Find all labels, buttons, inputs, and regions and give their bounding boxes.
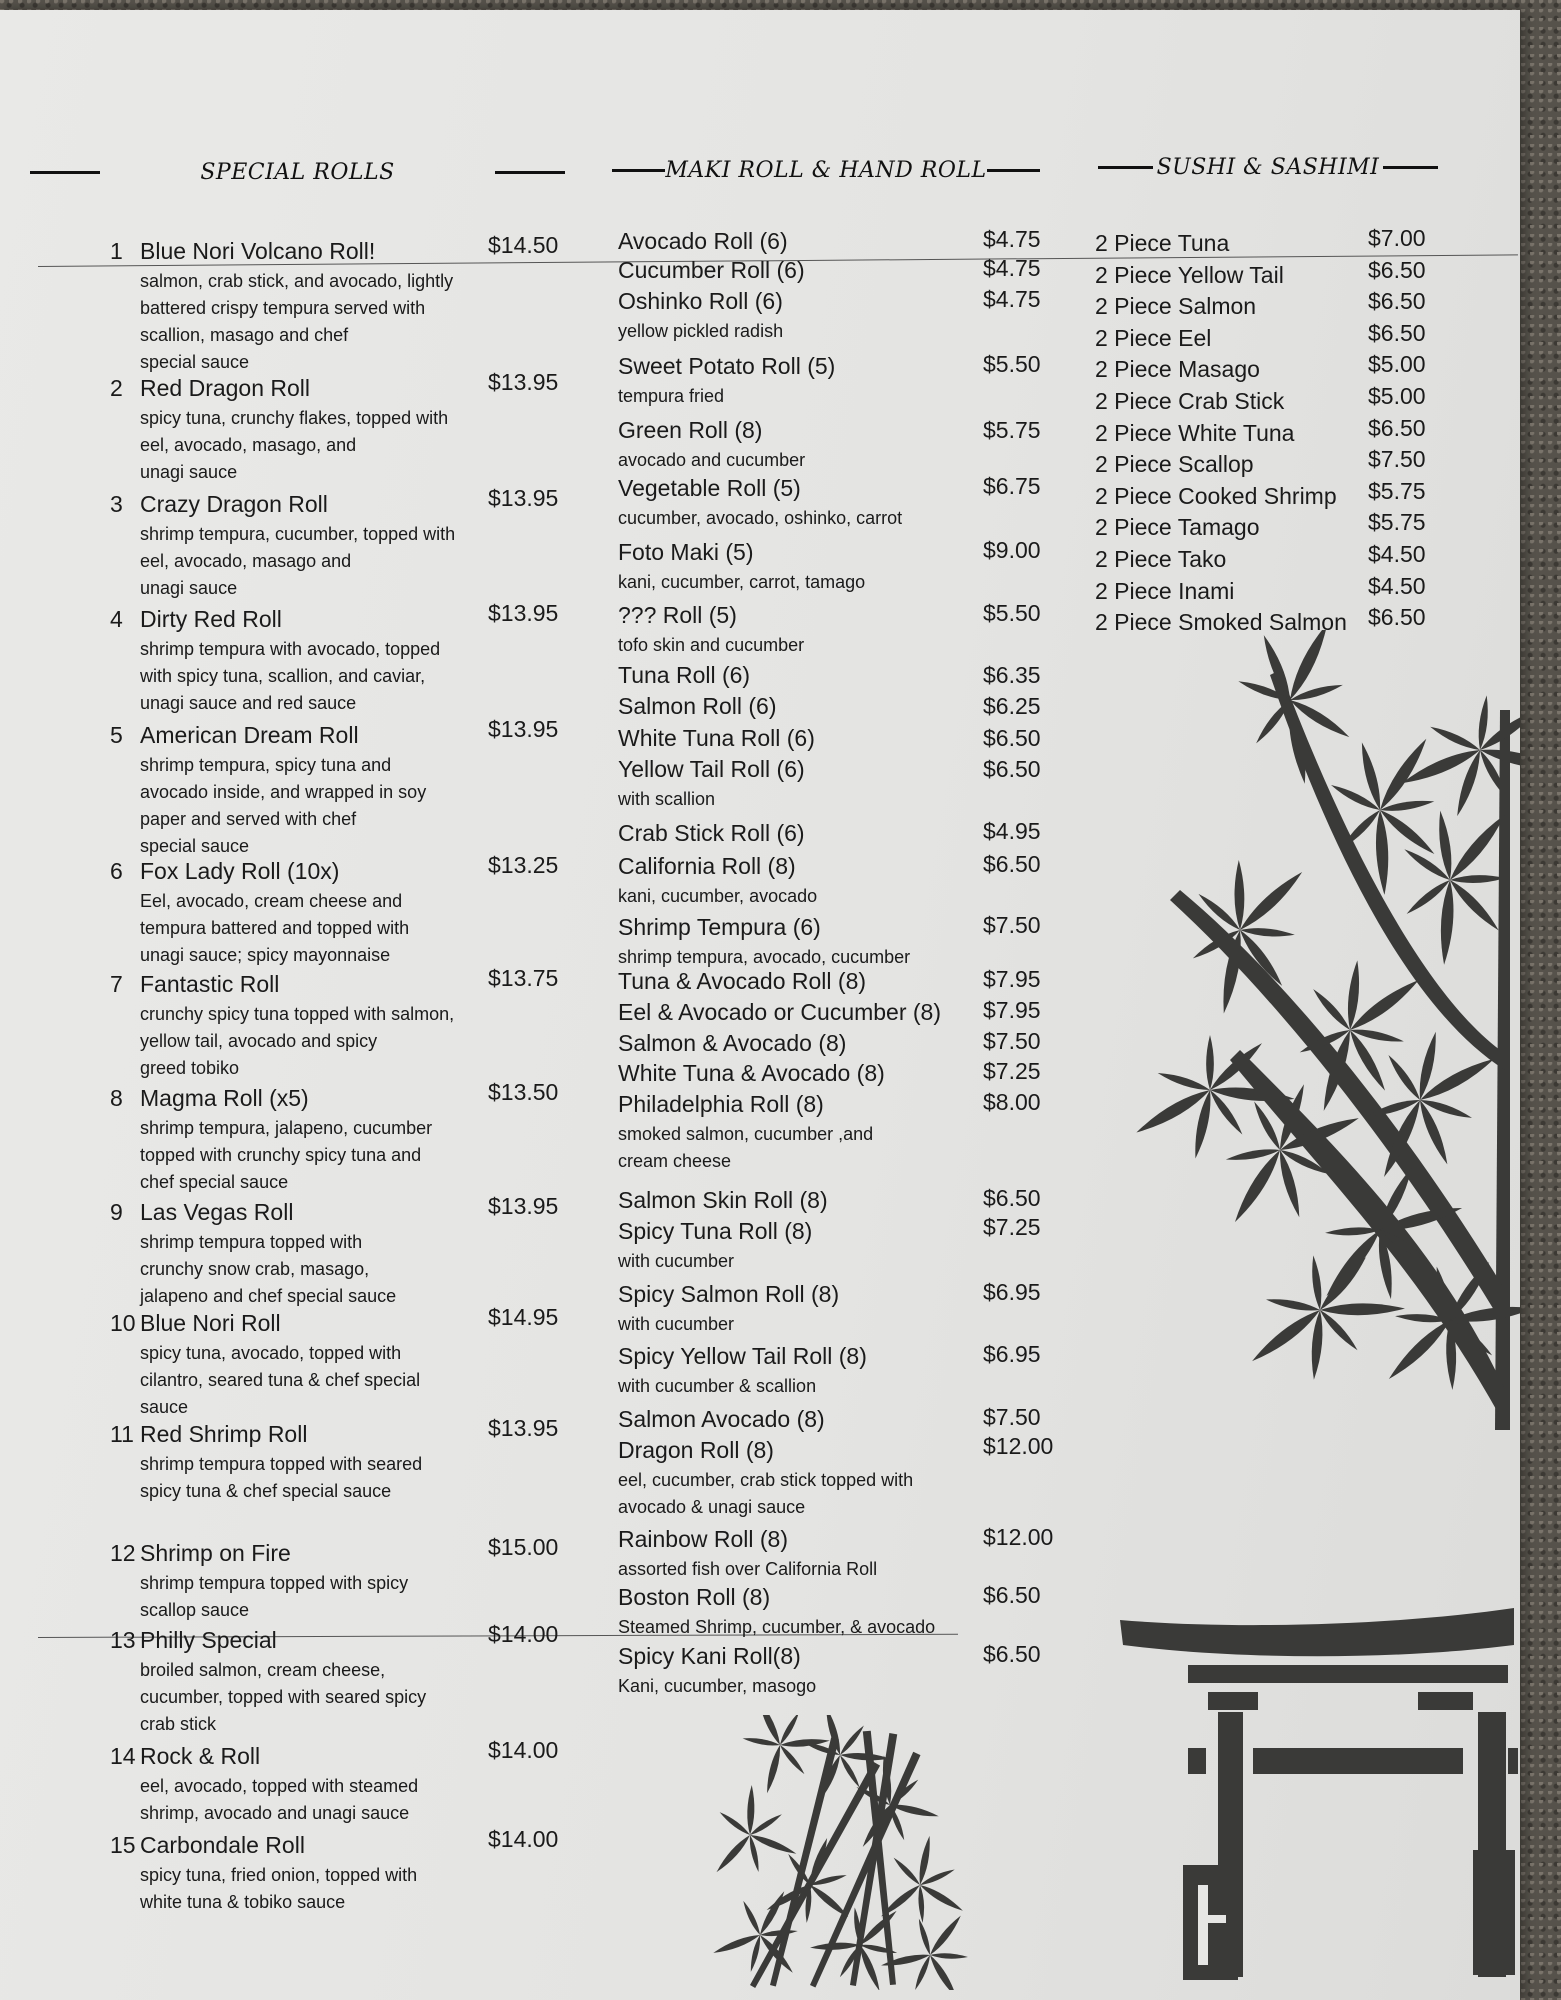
item-price: $7.95 — [983, 966, 1041, 992]
item-description: shrimp tempura with avocado, topped with spicy tuna, scallion, and caviar, unagi sauce and red sauce — [140, 639, 441, 713]
item-number: 3 — [110, 491, 123, 517]
item-description: shrimp tempura, jalapeno, cucumber topped with crunchy spicy tuna and chef special sauce — [140, 1118, 433, 1192]
item-name: Magma Roll (x5) — [140, 1085, 309, 1111]
item-price: $9.00 — [983, 537, 1041, 563]
item-description: assorted fish over California Roll — [618, 1559, 878, 1579]
item-price: $13.95 — [488, 600, 559, 626]
item-name: Red Dragon Roll — [140, 375, 311, 401]
item-name: Sweet Potato Roll (5) — [618, 353, 836, 379]
item-description: smoked salmon, cucumber ,and cream cheese — [618, 1124, 874, 1171]
item-name: Eel & Avocado or Cucumber (8) — [618, 999, 942, 1025]
item-name: Crab Stick Roll (6) — [618, 820, 805, 846]
bamboo-leaf — [918, 1882, 964, 1914]
bamboo-leaf — [747, 1785, 756, 1835]
item-number: 6 — [110, 858, 123, 884]
item-name: 2 Piece Scallop — [1095, 451, 1254, 478]
item-price: $7.25 — [983, 1214, 1041, 1240]
item-description: with cucumber — [618, 1314, 735, 1334]
item-price: $4.75 — [983, 255, 1041, 281]
item-name: Green Roll (8) — [618, 417, 763, 443]
bamboo-leaf — [916, 1918, 932, 1956]
heading-dash-right — [1383, 166, 1438, 169]
item-price: $13.95 — [488, 485, 559, 511]
item-price: $7.50 — [983, 912, 1041, 938]
item-name: ??? Roll (5) — [618, 602, 737, 628]
bamboo-leaf — [778, 1743, 807, 1776]
item-price: $7.95 — [983, 997, 1041, 1023]
item-description: crunchy spicy tuna topped with salmon, yellow tail, avocado and spicy greed tobiko — [140, 1004, 455, 1078]
item-price: $5.75 — [1368, 477, 1426, 504]
item-name: Vegetable Roll (5) — [618, 475, 801, 501]
bamboo-leaf — [1265, 1296, 1320, 1314]
item-price: $6.75 — [983, 473, 1041, 499]
item-name: Blue Nori Volcano Roll! — [140, 238, 376, 264]
item-name: California Roll (8) — [618, 853, 796, 879]
item-price: $6.50 — [983, 1582, 1041, 1608]
item-name: Fox Lady Roll (10x) — [140, 858, 340, 884]
item-description: with cucumber & scallion — [618, 1376, 817, 1396]
item-price: $4.95 — [983, 818, 1041, 844]
maki-roll-heading — [612, 158, 1040, 183]
item-description: Eel, avocado, cream cheese and tempura battered and topped with unagi sauce; spicy mayonnaise — [140, 891, 410, 965]
item-description: kani, cucumber, carrot, tamago — [618, 572, 866, 592]
sushi-sashimi-title: SUSHI & SASHIMI — [1156, 155, 1380, 180]
item-description: eel, cucumber, crab stick topped with avocado & unagi sauce — [618, 1470, 914, 1517]
bamboo-leaf — [1385, 1053, 1423, 1102]
item-description: cucumber, avocado, oshinko, carrot — [618, 508, 903, 528]
item-price: $5.00 — [1368, 383, 1426, 409]
item-price: $6.35 — [983, 662, 1041, 688]
item-description: shrimp tempura topped with spicy scallop sauce — [140, 1573, 409, 1620]
item-name: Carbondale Roll — [140, 1832, 305, 1858]
heading-dash-left — [612, 169, 665, 172]
heading-dash-right — [495, 171, 565, 174]
item-name: 2 Piece Cooked Shrimp — [1095, 482, 1337, 509]
item-name: Crazy Dragon Roll — [140, 491, 328, 517]
item-name: Oshinko Roll (6) — [618, 288, 783, 314]
bamboo-leaf — [917, 1885, 925, 1923]
item-name: Spicy Yellow Tail Roll (8) — [618, 1343, 867, 1369]
heading-dash-left — [30, 171, 100, 174]
item-description: shrimp tempura, avocado, cucumber — [618, 947, 911, 967]
item-price: $14.95 — [488, 1304, 559, 1330]
item-name: Boston Roll (8) — [618, 1584, 771, 1610]
item-price: $6.50 — [1368, 288, 1426, 315]
item-price: $12.00 — [983, 1433, 1054, 1459]
item-name: Cucumber Roll (6) — [618, 257, 805, 283]
item-name: American Dream Roll — [140, 722, 359, 748]
item-name: Yellow Tail Roll (6) — [618, 756, 805, 782]
heading-dash-right — [987, 169, 1040, 172]
item-price: $5.00 — [1368, 351, 1426, 378]
item-price: $15.00 — [488, 1534, 559, 1560]
item-description: with scallion — [618, 789, 716, 809]
bamboo-leaf — [1429, 723, 1482, 753]
item-name: Avocado Roll (6) — [618, 228, 788, 254]
bamboo-leaf — [1309, 1255, 1323, 1311]
item-price: $6.95 — [983, 1341, 1041, 1367]
item-price: $6.25 — [983, 693, 1041, 719]
item-name: 2 Piece Salmon — [1095, 293, 1257, 320]
item-description: tempura fried — [618, 386, 725, 406]
item-name: Fantastic Roll — [140, 971, 280, 997]
item-number: 2 — [110, 375, 123, 401]
item-name: Las Vegas Roll — [140, 1199, 294, 1225]
bamboo-leaf — [892, 1856, 922, 1887]
item-description: shrimp tempura, cucumber, topped with eel, avocado, masago and unagi sauce — [140, 524, 456, 598]
bamboo-leaf — [764, 1744, 784, 1794]
item-price: $4.50 — [1368, 541, 1426, 567]
item-name: Spicy Tuna Roll (8) — [618, 1218, 813, 1244]
item-number: 4 — [110, 606, 123, 632]
bamboo-leaf — [1206, 1035, 1214, 1090]
item-name: Blue Nori Roll — [140, 1310, 281, 1336]
bamboo-leaf — [927, 1913, 963, 1957]
item-price: $6.50 — [1368, 256, 1426, 283]
item-number: 15 — [110, 1832, 136, 1858]
item-number: 8 — [110, 1085, 123, 1111]
menu-sheet — [0, 10, 1520, 2000]
item-number: 12 — [110, 1540, 136, 1566]
bamboo-leaf — [808, 1882, 851, 1920]
item-name: Shrimp on Fire — [140, 1540, 291, 1566]
item-name: Salmon Skin Roll (8) — [618, 1187, 828, 1213]
item-description: spicy tuna, crunchy flakes, topped with eel, avocado, masago, and unagi sauce — [140, 408, 449, 482]
bamboo-leaf — [718, 1810, 752, 1837]
item-price: $7.50 — [983, 1028, 1041, 1054]
item-description: shrimp tempura topped with seared spicy tuna & chef special sauce — [140, 1454, 423, 1501]
item-name: Philly Special — [140, 1627, 277, 1653]
item-price: $13.75 — [488, 965, 559, 991]
item-price: $7.00 — [1368, 225, 1426, 251]
item-name: Salmon Roll (6) — [618, 693, 777, 719]
bamboo-leaf — [1385, 1316, 1454, 1384]
item-price: $6.50 — [983, 756, 1041, 782]
item-price: $6.50 — [1368, 414, 1426, 441]
item-price: $13.95 — [488, 369, 559, 395]
item-name: Dirty Red Roll — [140, 606, 282, 632]
item-price: $6.50 — [1368, 604, 1426, 631]
item-description: Kani, cucumber, masogo — [618, 1676, 817, 1696]
item-name: Tuna Roll (6) — [618, 662, 751, 688]
bamboo-leaf — [1374, 810, 1390, 896]
bamboo-leaf — [927, 1953, 959, 1990]
item-name: Shrimp Tempura (6) — [618, 914, 821, 940]
item-name: Red Shrimp Roll — [140, 1421, 308, 1447]
item-price: $5.75 — [1368, 509, 1426, 536]
item-name: Spicy Salmon Roll (8) — [618, 1281, 840, 1307]
item-description: spicy tuna, fried onion, topped with white tuna & tobiko sauce — [140, 1865, 418, 1912]
item-number: 11 — [110, 1421, 134, 1447]
item-price: $6.50 — [983, 1185, 1041, 1211]
bamboo-leaf — [741, 1900, 762, 1936]
item-price: $4.75 — [983, 286, 1041, 312]
item-name: Philadelphia Roll (8) — [618, 1091, 824, 1117]
item-price: $4.50 — [1368, 572, 1426, 599]
item-number: 14 — [110, 1743, 136, 1769]
item-number: 5 — [110, 722, 123, 748]
item-price: $12.00 — [983, 1524, 1054, 1550]
special-rolls-title: SPECIAL ROLLS — [200, 160, 395, 185]
bamboo-leaf — [1320, 1303, 1405, 1316]
item-description: kani, cucumber, avocado — [618, 886, 818, 906]
bamboo-leaf — [1446, 877, 1502, 934]
item-name: Foto Maki (5) — [618, 539, 754, 565]
item-price: $8.00 — [983, 1089, 1041, 1115]
item-price: $13.25 — [488, 852, 559, 878]
item-description: eel, avocado, topped with steamed shrimp, avocado and unagi sauce — [140, 1776, 419, 1823]
item-price: $13.95 — [488, 1193, 559, 1219]
item-description: tofo skin and cucumber — [618, 635, 805, 655]
item-number: 9 — [110, 1199, 123, 1225]
item-price: $4.75 — [983, 226, 1041, 252]
bamboo-leaf — [1234, 860, 1245, 930]
heading-dash-left — [1098, 166, 1153, 169]
item-description: spicy tuna, avocado, topped with cilantro, seared tuna & chef special sauce — [140, 1343, 421, 1417]
item-name: 2 Piece White Tuna — [1095, 419, 1295, 446]
maki-roll-title: MAKI ROLL & HAND ROLL — [665, 158, 987, 183]
item-name: 2 Piece Masago — [1095, 356, 1260, 383]
bamboo-leaf — [1322, 1226, 1385, 1300]
item-price: $5.50 — [983, 351, 1041, 377]
item-description: Steamed Shrimp, cucumber, & avocado — [618, 1617, 936, 1637]
item-name: Salmon & Avocado (8) — [618, 1030, 847, 1056]
item-name: 2 Piece Smoked Salmon — [1095, 609, 1347, 636]
item-name: Rock & Roll — [140, 1743, 261, 1769]
bamboo-leaf — [840, 1752, 890, 1762]
item-description: with cucumber — [618, 1251, 735, 1271]
item-name: White Tuna Roll (6) — [618, 725, 815, 751]
item-price: $6.50 — [983, 1641, 1041, 1667]
bamboo-icon — [1120, 630, 1520, 1430]
bamboo-leaf — [714, 1833, 753, 1875]
item-description: yellow pickled radish — [618, 321, 784, 341]
item-name: Rainbow Roll (8) — [618, 1526, 789, 1552]
item-price: $6.95 — [983, 1279, 1041, 1305]
item-price: $6.50 — [983, 725, 1041, 751]
item-name: Salmon Avocado (8) — [618, 1406, 825, 1432]
item-price: $14.00 — [488, 1826, 559, 1852]
item-name: Spicy Kani Roll(8) — [618, 1643, 801, 1669]
sushi-sashimi-heading — [1098, 155, 1438, 180]
item-number: 10 — [110, 1310, 136, 1336]
item-price: $6.50 — [983, 851, 1041, 877]
bamboo-leaf — [810, 1942, 860, 1952]
item-name: 2 Piece Yellow Tail — [1095, 261, 1284, 288]
item-price: $7.25 — [983, 1058, 1041, 1084]
item-description: shrimp tempura topped with crunchy snow crab, masago, jalapeno and chef special sauce — [140, 1232, 397, 1306]
item-price: $13.95 — [488, 1415, 559, 1441]
bamboo-leaf — [1157, 1069, 1212, 1093]
item-price: $13.95 — [488, 716, 559, 742]
item-name: 2 Piece Inami — [1095, 577, 1235, 604]
item-number: 7 — [110, 971, 123, 997]
bamboo-leaf — [1310, 987, 1353, 1033]
item-price: $14.50 — [488, 232, 559, 258]
item-description: shrimp tempura, spicy tuna and avocado inside, and wrapped in soy paper and served with chef special sauce — [140, 755, 427, 856]
item-price: $6.50 — [1368, 319, 1426, 346]
item-price: $7.50 — [1368, 446, 1426, 473]
bamboo-leaf — [1236, 868, 1306, 935]
bamboo-leaf — [838, 1724, 866, 1757]
bamboo-leaf — [1450, 874, 1505, 884]
item-price: $5.50 — [983, 600, 1041, 626]
item-description: salmon, crab stick, and avocado, lightly battered crispy tempura served with scallion, masago and chef special sauce — [140, 271, 454, 372]
torii-gate-icon — [1118, 1600, 1518, 1980]
item-price: $14.00 — [488, 1621, 559, 1647]
item-name: 2 Piece Tamago — [1095, 514, 1260, 541]
item-price: $14.00 — [488, 1737, 559, 1763]
bamboo-leaf — [1438, 880, 1456, 966]
item-name: 2 Piece Tako — [1095, 546, 1227, 572]
item-name: Dragon Roll (8) — [618, 1437, 774, 1463]
item-name: 2 Piece Eel — [1095, 324, 1212, 351]
bamboo-icon — [690, 1715, 1000, 1990]
item-number: 1 — [110, 238, 123, 264]
item-name: 2 Piece Crab Stick — [1095, 388, 1285, 414]
item-name: 2 Piece Tuna — [1095, 230, 1230, 256]
item-price: $7.50 — [983, 1404, 1041, 1430]
item-price: $13.50 — [488, 1079, 559, 1105]
item-description: avocado and cucumber — [618, 450, 806, 470]
item-number: 13 — [110, 1627, 136, 1653]
item-description: broiled salmon, cream cheese, cucumber, topped with seared spicy crab stick — [140, 1660, 427, 1734]
bamboo-leaf — [930, 1952, 968, 1959]
special-rolls-heading — [30, 160, 565, 185]
item-name: Tuna & Avocado Roll (8) — [618, 968, 867, 994]
item-price: $5.75 — [983, 417, 1041, 443]
item-name: White Tuna & Avocado (8) — [618, 1060, 885, 1086]
